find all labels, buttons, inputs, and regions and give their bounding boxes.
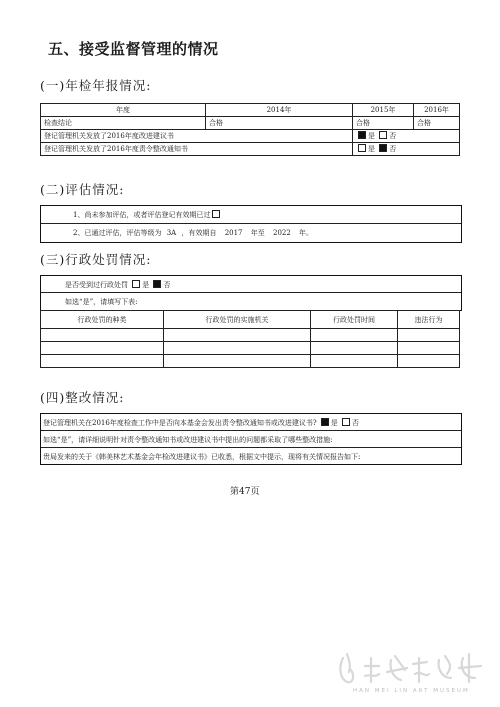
checkbox-no-unchecked[interactable]	[379, 131, 387, 139]
penalty-question-box	[40, 275, 462, 311]
no-label: 否	[389, 132, 397, 140]
table-cell	[164, 355, 311, 368]
end-label: 年。	[299, 229, 314, 237]
table-cell	[41, 355, 164, 368]
not-assessed-text: 1、尚未参加评估，或者评估登记有效期已过	[73, 211, 211, 219]
rectify-notice-choice	[353, 143, 460, 156]
assessment-grade: 3A	[166, 229, 177, 237]
rectify-notice-label: 登记管理机关发放了2016年度责令整改通知书	[41, 143, 353, 156]
to-label: 年至	[250, 229, 265, 237]
valid-from-year: 2017	[224, 229, 243, 237]
checkbox-no-checked[interactable]	[153, 280, 161, 288]
conclusion-2014: 合格	[206, 117, 353, 130]
suggestion-letter-label: 登记管理机关发放了2016年度改进建议书	[41, 130, 353, 143]
checkbox-not-assessed[interactable]	[212, 210, 220, 218]
conclusion-label: 检查结论	[41, 117, 206, 130]
checkbox-yes-unchecked[interactable]	[132, 280, 140, 288]
assessed-prefix: 2、已通过评估，评估等级为	[73, 229, 162, 237]
page-number: 第47页	[230, 487, 260, 497]
suggestion-letter-choice	[353, 130, 460, 143]
yes-label: 是	[142, 281, 150, 289]
conclusion-2016: 合格	[414, 117, 460, 130]
rectify-explain: 如选“是”，请详细说明针对责令整改通知书或改进建议书中提出的问题都采取了哪些整改措施:	[43, 436, 333, 444]
checkbox-no-unchecked[interactable]	[342, 418, 350, 426]
divider	[41, 292, 461, 293]
penalty-question-text: 是否受到过行政处罚	[65, 281, 128, 289]
year-2015: 2015年	[353, 104, 414, 117]
conclusion-2015: 合格	[353, 117, 414, 130]
table-cell	[41, 342, 164, 355]
penalty-heading: (三)行政处罚情况:	[40, 252, 152, 267]
annual-inspection-heading: (一)年检年报情况:	[40, 78, 152, 93]
divider	[41, 223, 461, 224]
yes-label: 是	[368, 132, 375, 140]
table-cell	[311, 355, 398, 368]
assessment-line2	[73, 228, 313, 238]
museum-logo	[335, 648, 485, 700]
penalty-fill-note: 如选“是”，请填写下表:	[65, 298, 138, 306]
col-penalty-authority: 行政处罚的实施机关	[164, 311, 311, 329]
assessment-box	[40, 205, 462, 243]
checkbox-no-checked[interactable]	[379, 144, 387, 152]
divider	[41, 447, 461, 448]
col-penalty-type: 行政处罚的种类	[41, 311, 164, 329]
year-2014: 2014年	[206, 104, 353, 117]
table-cell	[41, 329, 164, 342]
valid-label: ，有效期自	[181, 229, 217, 237]
yes-label: 是	[330, 419, 338, 427]
col-penalty-time: 行政处罚时间	[311, 311, 398, 329]
rectify-heading: (四)整改情况:	[40, 390, 125, 405]
yes-label: 是	[368, 145, 375, 153]
rectify-question-text: 登记管理机关在2016年度检查工作中是否向本基金会发出责令整改通知书或改进建议书?	[43, 419, 317, 427]
table-cell	[164, 342, 311, 355]
table-cell	[398, 342, 460, 355]
assessment-line1	[73, 210, 222, 220]
no-label: 否	[352, 419, 360, 427]
museum-logo-en: HAN MEI LIN ART MUSEUM	[353, 688, 470, 694]
no-label: 否	[389, 145, 397, 153]
assessment-heading: (二)评估情况:	[40, 182, 125, 197]
checkbox-yes-checked[interactable]	[321, 418, 329, 426]
penalty-table	[40, 310, 460, 368]
valid-to-year: 2022	[272, 229, 291, 237]
rectify-box	[40, 413, 462, 465]
rectify-report: 贵局发来的关于《韩美林艺术基金会年检改进建议书》已收悉，根据文中提示，现将有关情况报告如下:	[43, 453, 361, 461]
checkbox-yes-unchecked[interactable]	[358, 144, 366, 152]
year-2016: 2016年	[414, 104, 460, 117]
year-header: 年度	[41, 104, 206, 117]
penalty-question	[65, 280, 170, 290]
divider	[41, 430, 461, 431]
table-cell	[398, 329, 460, 342]
annual-inspection-table	[40, 103, 460, 156]
no-label: 否	[163, 281, 171, 289]
table-cell	[311, 329, 398, 342]
col-violation: 违法行为	[398, 311, 460, 329]
table-cell	[164, 329, 311, 342]
table-cell	[311, 342, 398, 355]
rectify-question	[43, 418, 359, 428]
table-cell	[398, 355, 460, 368]
checkbox-yes-checked[interactable]	[358, 131, 366, 139]
section-title: 五、接受监督管理的情况	[48, 40, 219, 58]
